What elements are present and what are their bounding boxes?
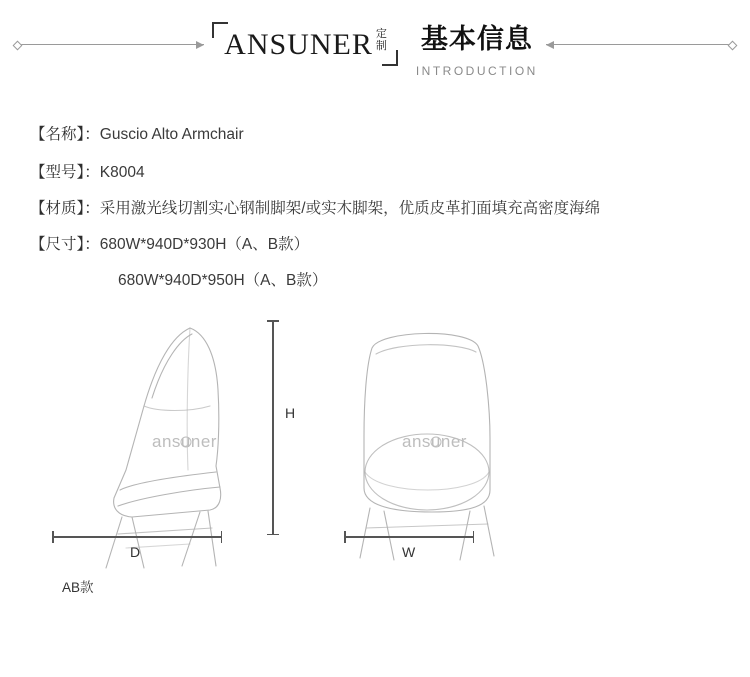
arrow-left-icon — [546, 41, 554, 49]
brand-subtitle: 定制 — [375, 28, 387, 53]
diamond-icon — [13, 40, 23, 50]
page-header — [0, 0, 750, 100]
spec-row-name — [30, 116, 750, 154]
brand-logo — [212, 22, 398, 66]
depth-dimension-label: D — [130, 544, 141, 560]
height-dimension-label: H — [285, 405, 296, 421]
spec-value: 采用激光线切割实心钢制脚架/或实木脚架，优质皮革扪面填充高密度海绵 — [99, 200, 601, 217]
height-rule — [272, 320, 274, 535]
watermark: ansuner — [402, 432, 467, 451]
diamond-icon — [728, 40, 738, 50]
spec-label: 【材质】： — [30, 200, 100, 217]
spec-label: 【型号】： — [30, 164, 100, 181]
dimension-drawings — [0, 320, 750, 610]
page-subtitle: INTRODUCTION — [415, 63, 538, 78]
spec-label: 【名称】： — [30, 126, 100, 143]
spec-value: K8004 — [99, 164, 145, 181]
header-decoration-left — [14, 44, 204, 45]
arrow-right-icon — [196, 41, 204, 49]
spec-list — [30, 116, 750, 298]
depth-rule — [52, 536, 222, 538]
page-title-block — [416, 22, 538, 77]
page-title: 基本信息 — [420, 24, 533, 55]
watermark: ansuner — [152, 432, 217, 451]
corner-bracket-icon — [382, 50, 398, 66]
spec-value: 680W*940D*950H（A、B款） — [118, 272, 328, 289]
spec-value: Guscio Alto Armchair — [99, 126, 244, 143]
spec-row-material — [30, 192, 630, 226]
drawing-caption: AB款 — [62, 580, 94, 595]
spec-row-size — [30, 226, 750, 264]
spec-row-model — [30, 154, 750, 192]
width-rule — [344, 536, 474, 538]
spec-value: 680W*940D*930H（A、B款） — [99, 236, 310, 253]
header-decoration-right — [546, 44, 736, 45]
corner-bracket-icon — [212, 22, 228, 38]
spec-row-size-secondary — [30, 264, 750, 298]
spec-label: 【尺寸】： — [30, 236, 100, 253]
brand-name: ANSUNER — [224, 28, 373, 62]
width-dimension-label: W — [402, 544, 416, 560]
